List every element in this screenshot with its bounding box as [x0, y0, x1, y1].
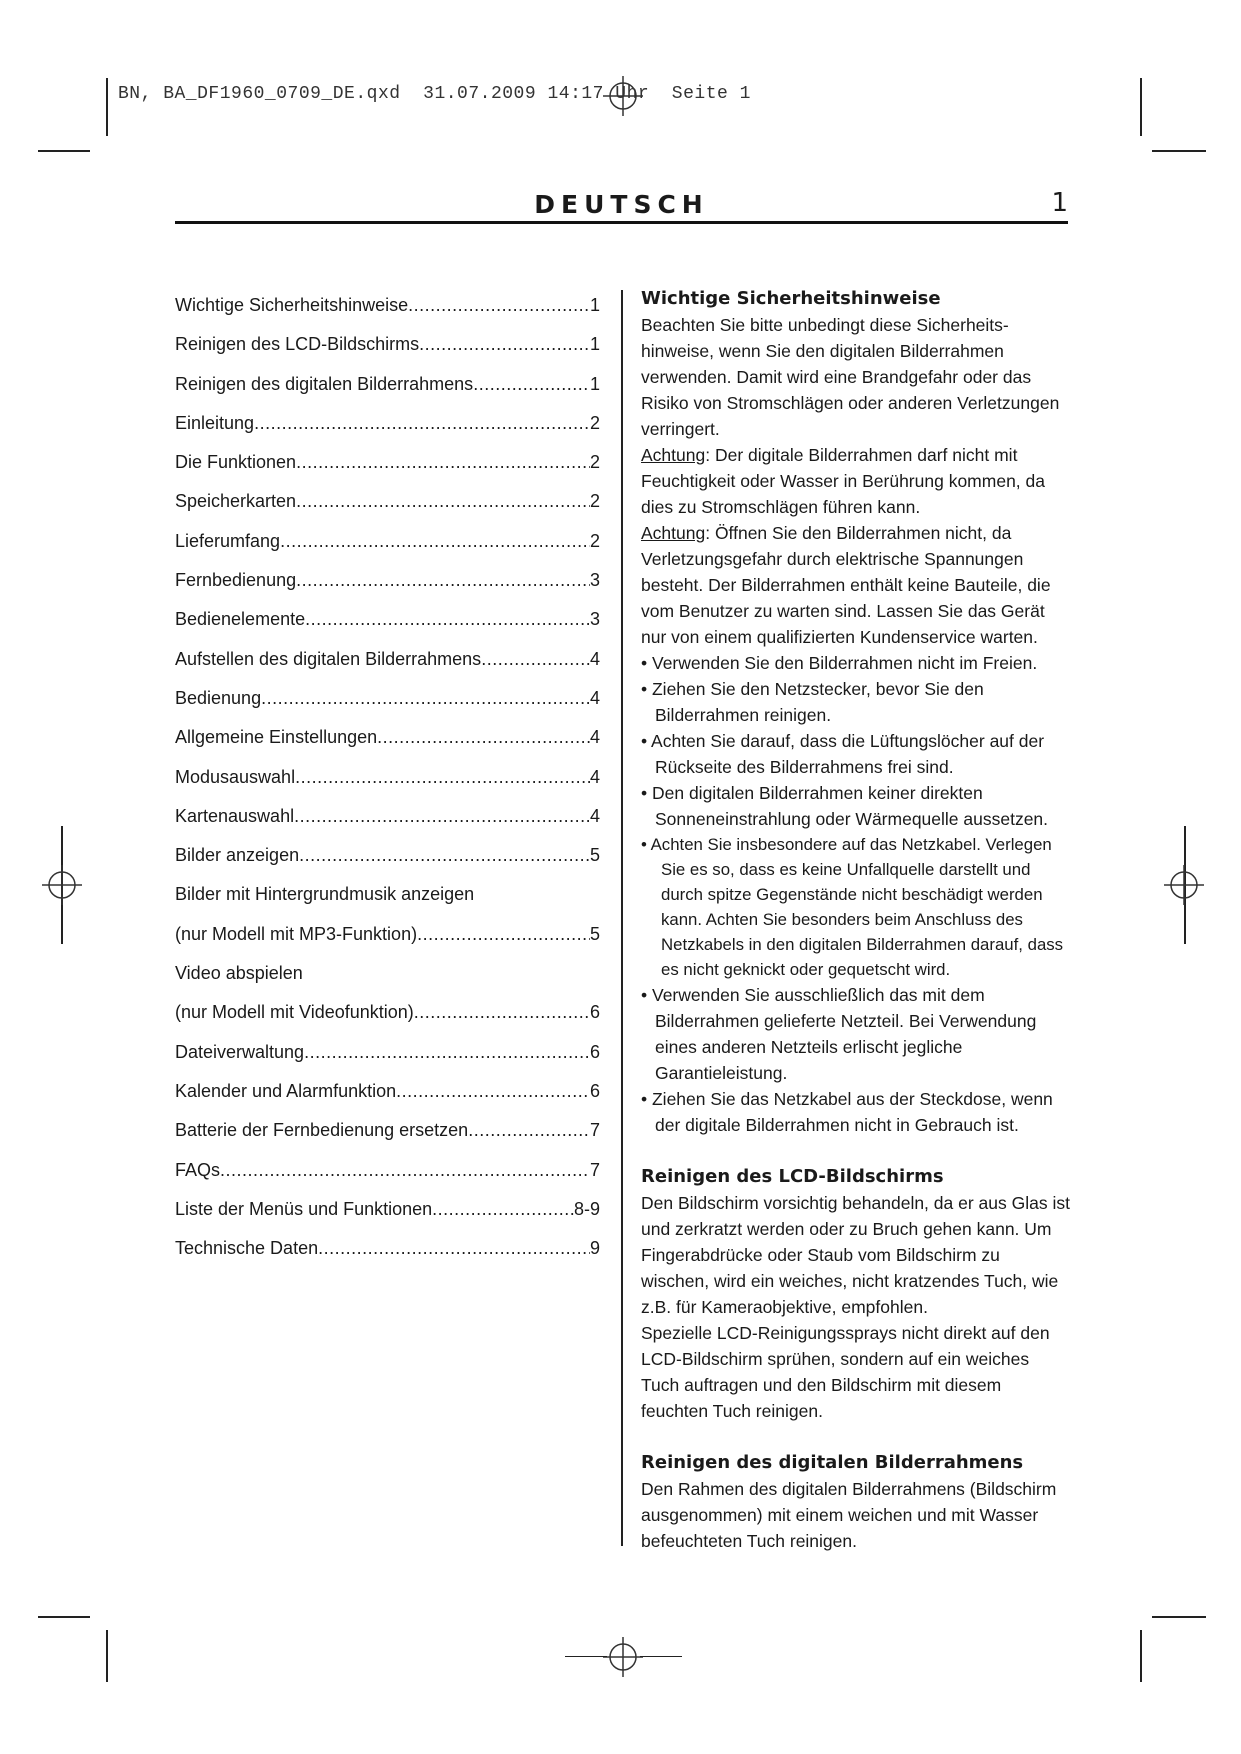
toc-entry: Wichtige Sicherheitshinweise ..... 1 — [175, 286, 600, 325]
crop-mark-top-right-v — [1140, 78, 1142, 136]
safety-heading: Wichtige Sicherheitshinweise — [641, 288, 941, 309]
toc-entry: Dateiverwaltung ..... 6 — [175, 1033, 600, 1072]
toc-entry: Bedienung ..... 4 — [175, 679, 600, 718]
lcd-heading: Reinigen des LCD-Bildschirms — [641, 1166, 944, 1187]
bottom-reg-line-left — [565, 1656, 607, 1657]
crop-mark-bottom-right-v — [1140, 1630, 1142, 1682]
header-rule — [175, 221, 1068, 224]
toc-entry-heading: Video abspielen — [175, 963, 303, 984]
safety-intro: Beachten Sie bitte unbedingt diese Sicherheits-hinweise, wenn Sie den digitalen Bilderrahmen verwenden. Damit wird eine Brandgefahr oder das Risiko von Stromschlägen oder anderen Verletzungen verringert. — [641, 315, 1060, 439]
toc-entry: Reinigen des LCD-Bildschirms ..... 1 — [175, 325, 600, 364]
toc-entry: Batterie der Fernbedienung ersetzen ..... 7 — [175, 1111, 600, 1150]
toc-entry: Aufstellen des digitalen Bilderrahmens ..... 4 — [175, 640, 600, 679]
toc-entry: Kartenauswahl ..... 4 — [175, 797, 600, 836]
toc-entry: Bilder anzeigen ..... 5 — [175, 836, 600, 875]
toc-entry: (nur Modell mit MP3-Funktion) ..... 5 — [175, 915, 600, 954]
toc-entry: Bedienelemente ..... 3 — [175, 600, 600, 639]
registration-mark-bottom-icon — [603, 1637, 643, 1677]
toc-entry: Einleitung ..... 2 — [175, 404, 600, 443]
registration-mark-right-icon — [1164, 865, 1204, 905]
toc-entry: Speicherkarten ..... 2 — [175, 482, 600, 521]
safety-bullet: • Den digitalen Bilderrahmen keiner direkten Sonneneinstrahlung oder Wärmequelle aussetzen. — [641, 783, 1049, 829]
body-column — [641, 286, 1071, 1554]
toc-entry: Allgemeine Einstellungen ..... 4 — [175, 718, 600, 757]
crop-mark-bottom-right-h — [1152, 1616, 1206, 1618]
frame-paragraph: Den Rahmen des digitalen Bilderrahmens (Bildschirm ausgenommen) mit einem weichen und mit Wasser befeuchteten Tuch reinigen. — [641, 1479, 1057, 1551]
safety-bullet: • Achten Sie darauf, dass die Lüftungslöcher auf der Rückseite des Bilderrahmens frei sind. — [641, 731, 1045, 777]
table-of-contents — [175, 286, 600, 1268]
safety-bullet: • Achten Sie insbesondere auf das Netzkabel. Verlegen Sie es so, dass es keine Unfallquelle darstellt und durch spitze Gegenstände nicht beschädigt werden kann. Achten Sie besonders beim Anschluss des Netzkabels in den digitalen Bilderrahmen darauf, dass es nicht geknickt oder gequetscht wird. — [641, 835, 1064, 979]
toc-entry: Fernbedienung ..... 3 — [175, 561, 600, 600]
crop-mark-bottom-left-v — [106, 1630, 108, 1682]
safety-warning-1: Achtung: Der digitale Bilderrahmen darf nicht mit Feuchtigkeit oder Wasser in Berührung kommen, da dies zu Stromschlägen führen kann. — [641, 445, 1045, 517]
toc-entry: Kalender und Alarmfunktion ..... 6 — [175, 1072, 600, 1111]
toc-entry: FAQs ..... 7 — [175, 1151, 600, 1190]
toc-entry: Die Funktionen ..... 2 — [175, 443, 600, 482]
crop-mark-bottom-left-h — [38, 1616, 90, 1618]
bottom-reg-line-right — [640, 1656, 682, 1657]
registration-mark-top-icon — [603, 76, 643, 116]
print-slug: BN, BA_DF1960_0709_DE.qxd 31.07.2009 14:17 Uhr Seite 1 — [118, 84, 751, 104]
toc-entry: (nur Modell mit Videofunktion) ..... 6 — [175, 993, 600, 1032]
toc-entry: Technische Daten ..... 9 — [175, 1229, 600, 1268]
safety-warning-2: Achtung: Öffnen Sie den Bilderrahmen nicht, da Verletzungsgefahr durch elektrische Spannungen besteht. Der Bilderrahmen enthält keine Bauteile, die vom Benutzer zu warten sind. Lassen Sie das Gerät nur von einem qualifizierten Kundenservice warten. — [641, 523, 1051, 647]
registration-mark-left-icon — [42, 865, 82, 905]
safety-bullet: • Verwenden Sie ausschließlich das mit dem Bilderrahmen gelieferte Netzteil. Bei Verwendung eines anderen Netzteils erlischt jegliche Garantieleistung. — [641, 985, 1037, 1083]
crop-mark-top-left-h — [38, 150, 90, 152]
safety-bullet: • Ziehen Sie das Netzkabel aus der Steckdose, wenn der digitale Bilderrahmen nicht in Gebrauch ist. — [641, 1089, 1053, 1135]
section-title: DEUTSCH — [534, 190, 709, 219]
frame-heading: Reinigen des digitalen Bilderrahmens — [641, 1452, 1024, 1473]
lcd-paragraph-2: Spezielle LCD-Reinigungssprays nicht direkt auf den LCD-Bildschirm sprühen, sondern auf ein weiches Tuch auftragen und den Bildschirm mit diesem feuchten Tuch reinigen. — [641, 1323, 1050, 1421]
safety-bullet: • Verwenden Sie den Bilderrahmen nicht im Freien. — [641, 653, 1038, 673]
crop-mark-top-right-h — [1152, 150, 1206, 152]
toc-entry: Reinigen des digitalen Bilderrahmens ..... 1 — [175, 365, 600, 404]
lcd-paragraph-1: Den Bildschirm vorsichtig behandeln, da er aus Glas ist und zerkratzt werden oder zu Bruch gehen kann. Um Fingerabdrücke oder Staub vom Bildschirm zu wischen, wird ein weiches, nicht kratzendes Tuch, wie z.B. für Kameraobjektive, empfohlen. — [641, 1193, 1070, 1317]
page-number: 1 — [1051, 188, 1068, 218]
safety-bullet: • Ziehen Sie den Netzstecker, bevor Sie den Bilderrahmen reinigen. — [641, 679, 984, 725]
column-divider — [621, 290, 623, 1546]
crop-mark-top-left-v — [106, 78, 108, 136]
toc-entry: Lieferumfang ..... 2 — [175, 522, 600, 561]
toc-entry: Liste der Menüs und Funktionen ..... 8-9 — [175, 1190, 600, 1229]
toc-entry: Modusauswahl ..... 4 — [175, 758, 600, 797]
toc-entry-heading: Bilder mit Hintergrundmusik anzeigen — [175, 884, 475, 905]
page-header — [175, 190, 1068, 224]
